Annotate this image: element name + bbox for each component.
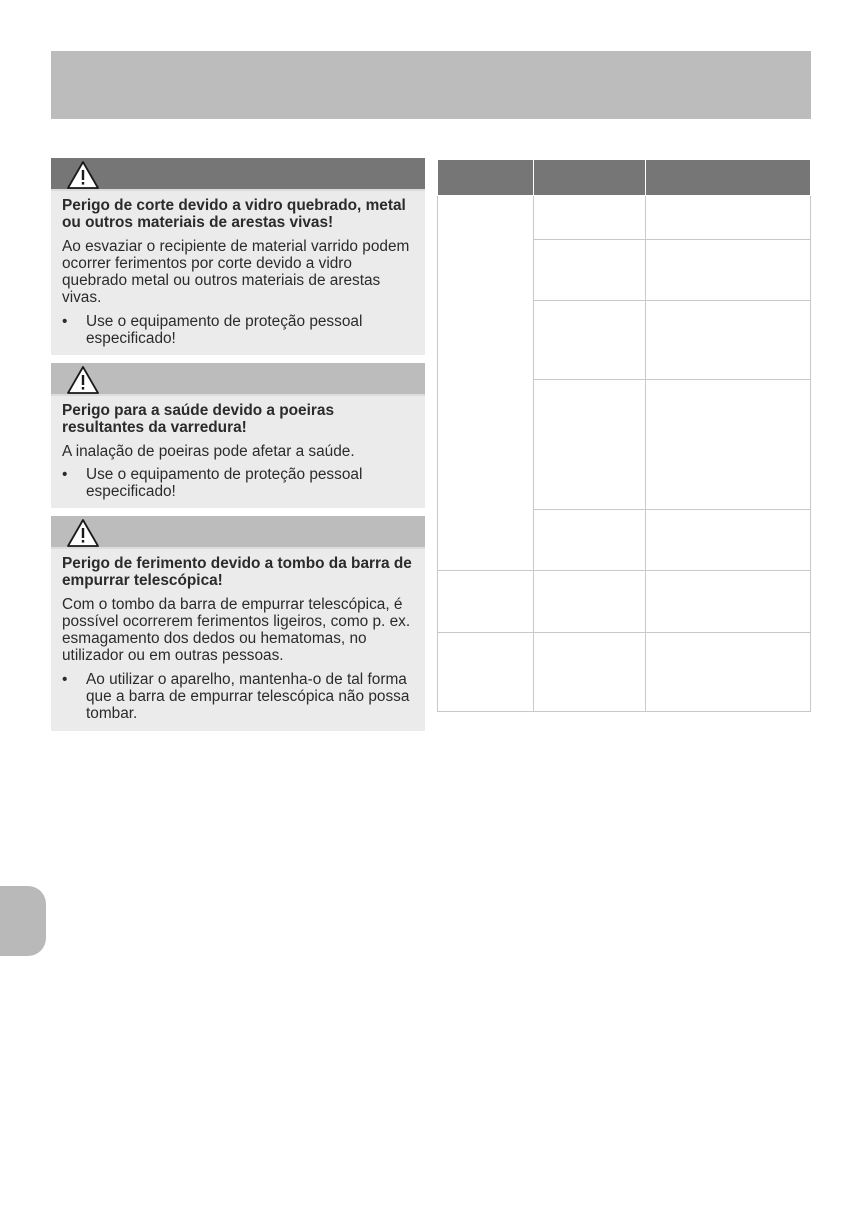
- table-cell: [646, 301, 811, 380]
- table-cell: [534, 196, 646, 240]
- bullet-symbol: •: [62, 312, 68, 330]
- warning-text: A inalação de poeiras pode afetar a saúde.: [62, 442, 355, 460]
- table-header-row: [438, 160, 811, 196]
- warning-bullet: [62, 671, 413, 723]
- bullet-symbol: •: [62, 465, 68, 483]
- warning-triangle-icon: [66, 365, 100, 395]
- warning-triangle-icon: [66, 518, 100, 548]
- table-cell: [438, 571, 534, 633]
- warning-bullet-text: Ao utilizar o aparelho, mantenha-o de tal forma que a barra de empurrar telescópica não possa tombar.: [86, 670, 410, 723]
- warning-box-dust-hazard: [51, 363, 425, 508]
- table-header-cell: [534, 160, 646, 196]
- table-cell: [646, 240, 811, 301]
- warning-bullet: [62, 313, 413, 348]
- warning-bullet: [62, 466, 413, 501]
- troubleshooting-table: [437, 159, 811, 712]
- warning-box-cut-hazard: [51, 158, 425, 355]
- table-cell: [646, 380, 811, 510]
- warning-text: Ao esvaziar o recipiente de material varrido podem ocorrer ferimentos por corte devido a vidro quebrado metal ou outros materiais de arestas vivas.: [62, 237, 410, 307]
- table-cell: [534, 301, 646, 380]
- table-row: [438, 196, 811, 240]
- warning-title: Perigo de ferimento devido a tombo da barra de empurrar telescópica!: [62, 555, 412, 590]
- warning-header: [51, 363, 425, 396]
- warning-title: Perigo para a saúde devido a poeiras resultantes da varredura!: [62, 402, 335, 437]
- warning-header: [51, 516, 425, 549]
- page-header-band: [51, 51, 811, 119]
- table-cell: [534, 510, 646, 571]
- table-cell: [534, 571, 646, 633]
- warning-bullet-text: Use o equipamento de proteção pessoal especificado!: [86, 312, 363, 348]
- chapter-side-tab: [0, 886, 46, 956]
- table-cell: [646, 510, 811, 571]
- table-cell: [438, 633, 534, 712]
- table-cell: [646, 633, 811, 712]
- table-row: [438, 633, 811, 712]
- table-cell: [534, 240, 646, 301]
- warning-box-tipping-hazard: [51, 516, 425, 731]
- warning-header: [51, 158, 425, 191]
- table-cell: [534, 633, 646, 712]
- table-cell: [534, 380, 646, 510]
- warning-triangle-icon: [66, 160, 100, 190]
- table-cell: [646, 571, 811, 633]
- table-header-cell: [646, 160, 811, 196]
- warning-title: Perigo de corte devido a vidro quebrado, metal ou outros materiais de arestas vivas!: [62, 197, 406, 232]
- table-header-cell: [438, 160, 534, 196]
- table-row: [438, 571, 811, 633]
- warning-text: Com o tombo da barra de empurrar telescópica, é possível ocorrerem ferimentos ligeiros, como p. ex. esmagamento dos dedos ou hematomas, no utilizador ou em outras pessoas.: [62, 595, 411, 665]
- bullet-symbol: •: [62, 670, 68, 688]
- table-cell: [438, 196, 534, 571]
- warning-bullet-text: Use o equipamento de proteção pessoal especificado!: [86, 465, 363, 501]
- table-cell: [646, 196, 811, 240]
